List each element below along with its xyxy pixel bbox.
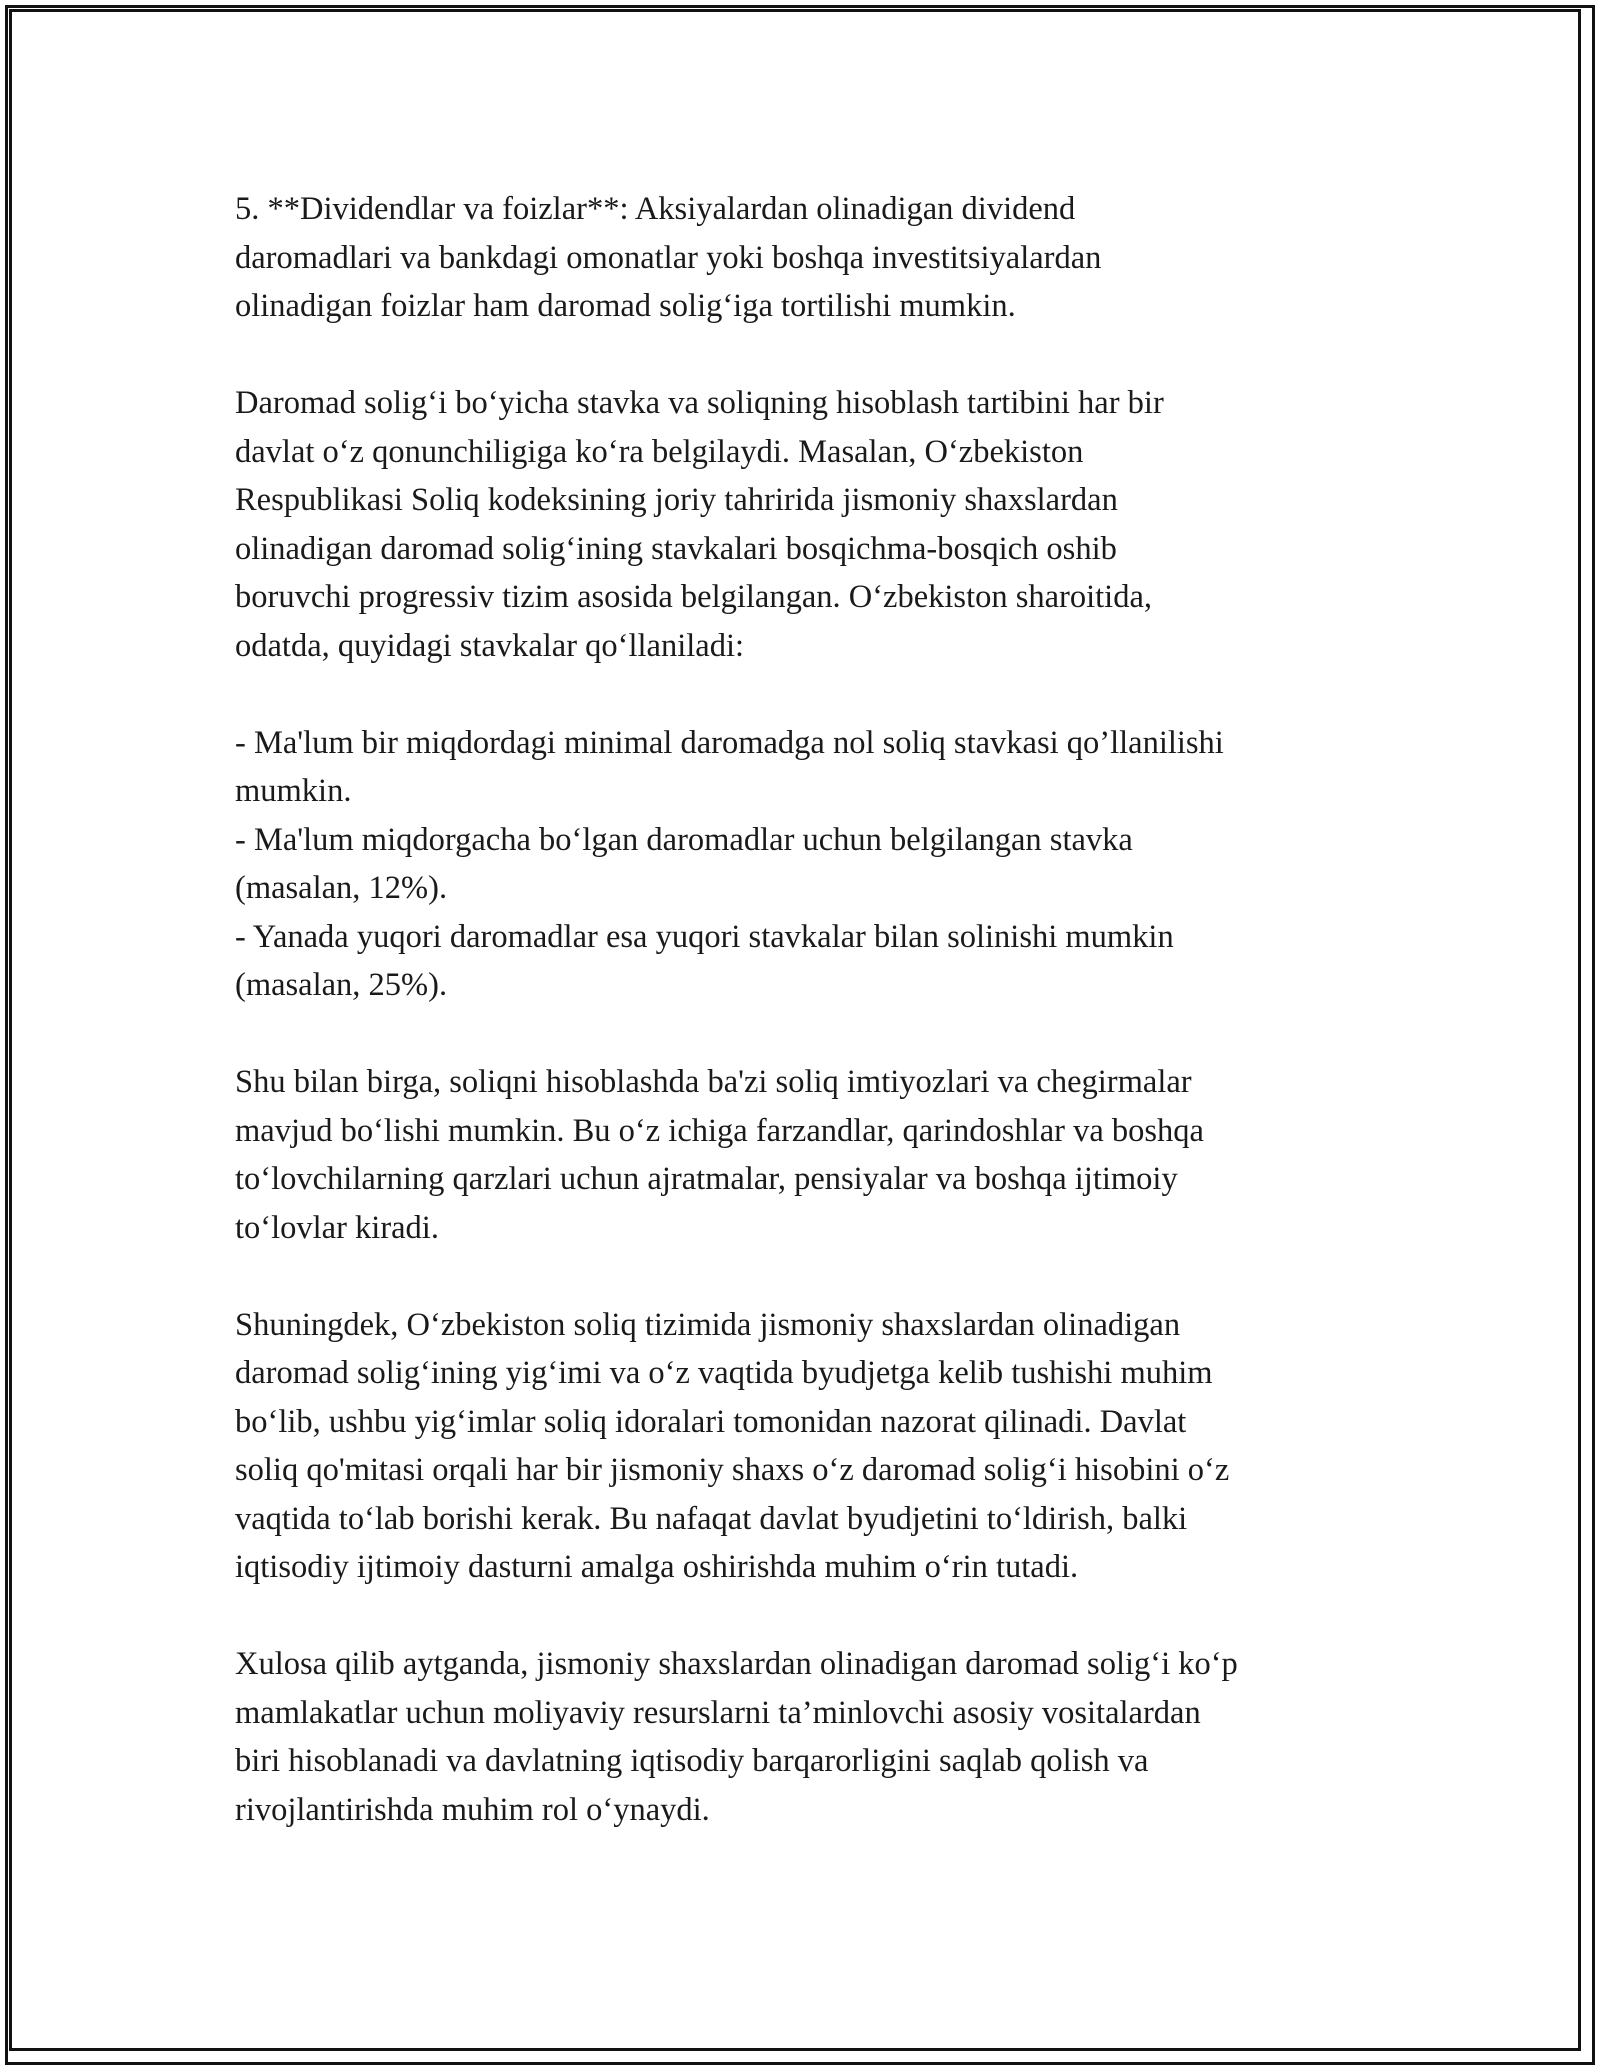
text-line: mavjud bo‘lishi mumkin. Bu o‘z ichiga farzandlar, qarindoshlar va boshqa xyxy=(235,1112,1204,1149)
text-line: Xulosa qilib aytganda, jismoniy shaxslardan olinadigan daromad solig‘i ko‘p xyxy=(235,1646,1238,1682)
text-line: Shuningdek, O‘zbekiston soliq tizimida jismoniy shaxslardan olinadigan xyxy=(235,1306,1181,1343)
text-line: 5. **Dividendlar va foizlar**: Aksiyalardan olinadigan dividend xyxy=(235,191,1076,227)
rate-bullet-list xyxy=(235,719,1385,1010)
text-line: bo‘lib, ushbu yig‘imlar soliq idoralari tomonidan nazorat qilinadi. Davlat xyxy=(235,1403,1187,1440)
text-line: olinadigan foizlar ham daromad solig‘iga tortilishi mumkin. xyxy=(235,288,1016,324)
bullet-line: - Ma'lum bir miqdordagi minimal daromadga nol soliq stavkasi qo’llanilishi xyxy=(235,724,1224,761)
paragraph-collection xyxy=(235,1301,1385,1592)
text-line: Daromad solig‘i bo‘yicha stavka va soliqning hisoblash tartibini har bir xyxy=(235,385,1164,421)
paragraph-dividends xyxy=(235,185,1385,331)
text-line: Respublikasi Soliq kodeksining joriy tahririda jismoniy shaxslardan xyxy=(235,482,1118,518)
text-line: odatda, quyidagi stavkalar qo‘llaniladi: xyxy=(235,627,745,664)
text-line: soliq qo'mitasi orqali har bir jismoniy shaxs o‘z daromad solig‘i hisobini o‘z xyxy=(235,1452,1230,1488)
text-line: davlat o‘z qonunchiligiga ko‘ra belgilaydi. Masalan, O‘zbekiston xyxy=(235,433,1084,470)
paragraph-conclusion xyxy=(235,1640,1385,1834)
text-line: olinadigan daromad solig‘ining stavkalari bosqichma-bosqich oshib xyxy=(235,530,1117,567)
text-line: boruvchi progressiv tizim asosida belgilangan. O‘zbekiston sharoitida, xyxy=(235,579,1153,615)
text-line: to‘lovlar kiradi. xyxy=(235,1209,439,1246)
text-line: rivojlantirishda muhim rol o‘ynaydi. xyxy=(235,1791,710,1828)
text-line: mamlakatlar uchun moliyaviy resurslarni ta’minlovchi asosiy vositalardan xyxy=(235,1694,1201,1731)
text-line: daromadlari va bankdagi omonatlar yoki boshqa investitsiyalardan xyxy=(235,239,1102,276)
text-line: biri hisoblanadi va davlatning iqtisodiy barqarorligini saqlab qolish va xyxy=(235,1743,1149,1779)
bullet-line: - Yanada yuqori daromadlar esa yuqori stavkalar bilan solinishi mumkin xyxy=(235,918,1174,955)
paragraph-tax-rates xyxy=(235,379,1385,670)
text-line: to‘lovchilarning qarzlari uchun ajratmalar, pensiyalar va boshqa ijtimoiy xyxy=(235,1161,1178,1197)
text-line: iqtisodiy ijtimoiy dasturni amalga oshirishda muhim o‘rin tutadi. xyxy=(235,1549,1079,1585)
bullet-line: - Ma'lum miqdorgacha bo‘lgan daromadlar uchun belgilangan stavka xyxy=(235,821,1133,858)
paragraph-deductions xyxy=(235,1058,1385,1252)
text-line: Shu bilan birga, soliqni hisoblashda ba'zi soliq imtiyozlari va chegirmalar xyxy=(235,1064,1192,1100)
document-body xyxy=(235,185,1385,1883)
bullet-line: mumkin. xyxy=(235,773,352,809)
bullet-line: (masalan, 12%). xyxy=(235,870,448,906)
bullet-line: (masalan, 25%). xyxy=(235,967,448,1003)
text-line: daromad solig‘ining yig‘imi va o‘z vaqtida byudjetga kelib tushishi muhim xyxy=(235,1355,1213,1391)
text-line: vaqtida to‘lab borishi kerak. Bu nafaqat davlat byudjetini to‘ldirish, balki xyxy=(235,1500,1188,1537)
